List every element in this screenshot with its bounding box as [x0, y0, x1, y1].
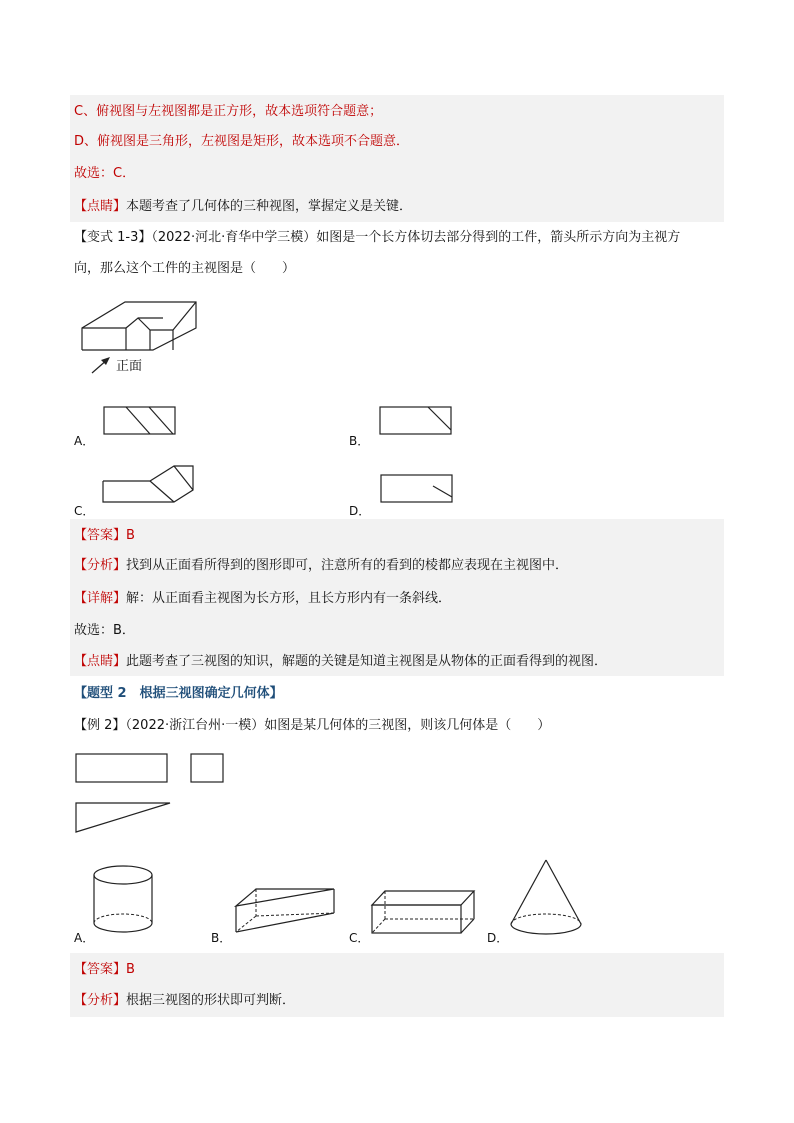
option-d-explanation: D、俯视图是三角形，左视图是矩形，故本选项不合题意．: [74, 134, 410, 149]
analysis-tag-3: 【分析】: [74, 993, 127, 1008]
option-c-figure: [102, 465, 196, 505]
three-views-figure: [74, 752, 234, 836]
figure-label-front: 正面: [116, 359, 143, 374]
choice-text: 故选：C．: [74, 166, 136, 181]
answer-value: B: [126, 528, 135, 543]
example-option-c-figure: [370, 889, 478, 937]
answer-line-2: [74, 526, 135, 546]
variant-line-1: [74, 228, 680, 248]
comment-line-2: [74, 652, 607, 672]
choice-line-2: 故选：B．: [74, 623, 135, 638]
option-b-figure: [380, 406, 454, 436]
example-text: （2022·浙江台州·一模）如图是某几何体的三视图，则该几何体是（ ）: [125, 718, 551, 733]
detail-tag: 【详解】: [74, 591, 127, 606]
option-a-label: A．: [74, 434, 95, 448]
variant-tag: 【变式 1-3】: [74, 230, 152, 245]
comment-text: 本题考查了几何体的三种视图，掌握定义是关键．: [126, 199, 413, 214]
example-line: [74, 716, 550, 736]
section-heading: 【题型 2 根据三视图确定几何体】: [74, 686, 283, 701]
answer-value-3: B: [126, 962, 135, 977]
example-option-d-figure: [508, 858, 588, 940]
example-option-c-label: C．: [349, 931, 370, 945]
workpiece-figure: [80, 300, 210, 380]
choice-line: [74, 164, 135, 184]
variant-text-1: （2022·河北·育华中学三模）如图是一个长方体切去部分得到的工件，箭头所示方向为主视方: [151, 230, 681, 245]
analysis-text: 找到从正面看所得到的图形即可，注意所有的看到的棱都应表现在主视图中．: [126, 558, 569, 573]
example-tag: 【例 2】: [74, 718, 126, 733]
comment-tag-2: 【点睛】: [74, 654, 127, 669]
option-a-figure: [104, 406, 178, 436]
example-option-b-figure: [234, 886, 338, 938]
example-option-b-label: B．: [211, 931, 232, 945]
analysis-tag: 【分析】: [74, 558, 127, 573]
comment-line-1: [74, 197, 412, 217]
analysis-line-3: [74, 991, 295, 1011]
option-c-label: C．: [74, 504, 95, 518]
answer-tag: 【答案】: [74, 528, 127, 543]
analysis-line-2: [74, 556, 568, 576]
option-c-explanation: C、俯视图与左视图都是正方形，故本选项符合题意；: [74, 104, 383, 119]
example-option-a-label: A．: [74, 931, 95, 945]
answer-line-3: [74, 960, 135, 980]
detail-line: [74, 589, 451, 609]
option-d-figure: [381, 474, 455, 504]
example-option-a-figure: [92, 864, 156, 936]
answer-tag-3: 【答案】: [74, 962, 127, 977]
variant-line-2: 向，那么这个工件的主视图是（ ）: [74, 261, 296, 276]
comment-text-2: 此题考查了三视图的知识，解题的关键是知道主视图是从物体的正面看得到的视图．: [126, 654, 608, 669]
comment-tag: 【点睛】: [74, 199, 127, 214]
example-option-d-label: D．: [487, 931, 509, 945]
option-d-label: D．: [349, 504, 371, 518]
option-b-label: B．: [349, 434, 370, 448]
analysis-text-3: 根据三视图的形状即可判断．: [126, 993, 296, 1008]
detail-text: 解：从正面看主视图为长方形，且长方形内有一条斜线．: [126, 591, 452, 606]
